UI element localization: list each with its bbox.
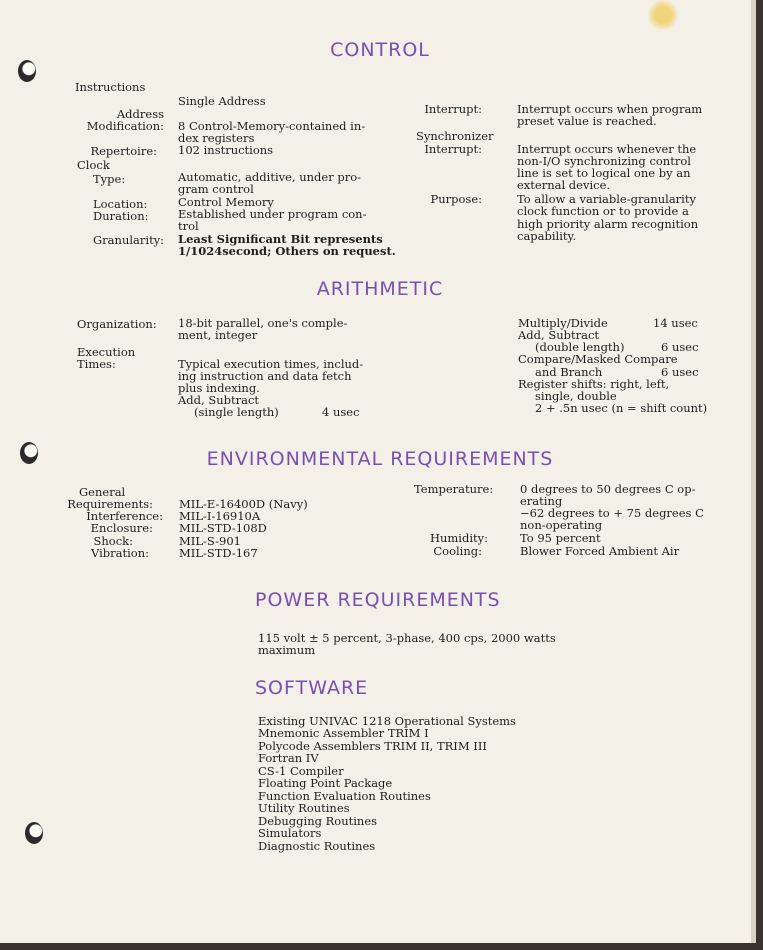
clock-label: Clock: [77, 158, 110, 172]
binder-hole-top: [18, 60, 36, 82]
modification-value-1: 8 Control-Memory-contained in-: [178, 119, 366, 133]
sync-value-2: non-I/O synchronizing control: [517, 154, 691, 168]
single-address-text: Single Address: [178, 94, 266, 108]
software-item: CS-1 Compiler: [258, 764, 344, 778]
execution-label: Execution: [77, 345, 136, 359]
software-item: Floating Point Package: [258, 776, 393, 790]
and-branch-time: 6 usec: [661, 365, 699, 379]
times-value-1: Typical execution times, includ-: [178, 357, 364, 371]
multiply-divide-time: 14 usec: [653, 316, 698, 330]
purpose-value-2: clock function or to provide a: [517, 204, 689, 218]
times-value-3: plus indexing.: [178, 381, 260, 395]
software-item: Existing UNIVAC 1218 Operational Systems: [258, 714, 516, 728]
software-item: Polycode Assemblers TRIM II, TRIM III: [258, 739, 487, 753]
temperature-value-1: 0 degrees to 50 degrees C op-: [520, 482, 696, 496]
instructions-label: Instructions: [75, 80, 146, 94]
modification-label: Modification:: [86, 119, 164, 133]
and-branch-label: and Branch: [535, 365, 603, 379]
temperature-value-3: −62 degrees to + 75 degrees C: [520, 506, 704, 520]
purpose-value-4: capability.: [517, 229, 577, 243]
vibration-label: Vibration:: [91, 546, 149, 560]
location-label: Location:: [93, 197, 148, 211]
interrupt-value-1: Interrupt occurs when program: [517, 102, 703, 116]
temperature-value-2: erating: [520, 494, 563, 508]
interference-value: MIL-I-16910A: [179, 509, 261, 523]
type-value-1: Automatic, additive, under pro-: [178, 170, 362, 184]
purpose-value-1: To allow a variable-granularity: [517, 192, 696, 206]
arithmetic-heading: ARITHMETIC: [316, 278, 444, 300]
purpose-label: Purpose:: [430, 192, 482, 206]
repertoire-label: Repertoire:: [90, 144, 157, 158]
humidity-value: To 95 percent: [520, 531, 601, 545]
add-subtract-label: Add, Subtract: [178, 393, 260, 407]
double-length-label: (double length): [535, 340, 625, 354]
organization-value-1: 18-bit parallel, one's comple-: [178, 316, 348, 330]
sync-value-3: line is set to logical one by an: [517, 166, 691, 180]
compare-masked-label: Compare/Masked Compare: [518, 352, 678, 366]
granularity-value-1: Least Significant Bit represents: [178, 232, 383, 246]
power-line-2: maximum: [258, 643, 316, 657]
double-length-time: 6 usec: [661, 340, 699, 354]
paper-stain: [648, 0, 678, 30]
granularity-value-2: 1/1024second; Others on request.: [178, 244, 396, 258]
enclosure-label: Enclosure:: [90, 521, 153, 535]
times-value-2: ing instruction and data fetch: [178, 369, 352, 383]
granularity-label: Granularity:: [93, 233, 165, 247]
address-label: Address: [116, 107, 164, 121]
shock-label: Shock:: [93, 534, 133, 548]
power-heading: POWER REQUIREMENTS: [255, 589, 501, 611]
control-heading: CONTROL: [330, 39, 430, 61]
single-length-time: 4 usec: [322, 405, 360, 419]
environmental-heading: ENVIRONMENTAL REQUIREMENTS: [206, 448, 554, 470]
repertoire-value: 102 instructions: [178, 143, 274, 157]
enclosure-value: MIL-STD-108D: [179, 521, 267, 535]
type-value-2: gram control: [178, 182, 254, 196]
interference-label: Interference:: [86, 509, 163, 523]
sync-value-4: external device.: [517, 178, 611, 192]
location-value: Control Memory: [178, 195, 274, 209]
general-label: General: [79, 485, 126, 499]
sync-value-1: Interrupt occurs whenever the: [517, 142, 697, 156]
temperature-label: Temperature:: [414, 482, 494, 496]
software-item: Simulators: [258, 826, 322, 840]
humidity-label: Humidity:: [429, 531, 488, 545]
cooling-value: Blower Forced Ambient Air: [520, 544, 680, 558]
purpose-value-3: high priority alarm recognition: [517, 217, 699, 231]
sync-interrupt-label: Interrupt:: [424, 142, 482, 156]
multiply-divide-label: Multiply/Divide: [518, 316, 608, 330]
single-double-label: single, double: [535, 389, 617, 403]
duration-value-2: trol: [178, 219, 199, 233]
software-item: Diagnostic Routines: [258, 839, 376, 853]
vibration-value: MIL-STD-167: [179, 546, 258, 560]
duration-value-1: Established under program con-: [178, 207, 367, 221]
register-shifts-label: Register shifts: right, left,: [518, 377, 670, 391]
binder-hole-bottom: [25, 822, 43, 844]
software-item: Debugging Routines: [258, 814, 378, 828]
duration-label: Duration:: [93, 209, 149, 223]
shock-value: MIL-S-901: [179, 534, 241, 548]
software-item: Fortran IV: [258, 751, 319, 765]
interrupt-value-2: preset value is reached.: [517, 114, 657, 128]
power-line-1: 115 volt ± 5 percent, 3-phase, 400 cps, 2000 watts: [258, 631, 556, 645]
software-item: Utility Routines: [258, 801, 350, 815]
temperature-value-4: non-operating: [520, 518, 603, 532]
requirements-value: MIL-E-16400D (Navy): [179, 497, 308, 511]
single-length-label: (single length): [194, 405, 279, 419]
page-edge: [751, 0, 756, 943]
software-item: Function Evaluation Routines: [258, 789, 431, 803]
organization-value-2: ment, integer: [178, 328, 258, 342]
shift-formula: 2 + .5n usec (n = shift count): [535, 401, 708, 415]
requirements-label: Requirements:: [67, 497, 153, 511]
interrupt-label: Interrupt:: [424, 102, 482, 116]
modification-value-2: dex registers: [178, 131, 255, 145]
software-item: Mnemonic Assembler TRIM I: [258, 726, 429, 740]
organization-label: Organization:: [77, 317, 157, 331]
add-subtract-2-label: Add, Subtract: [518, 328, 600, 342]
software-heading: SOFTWARE: [255, 677, 369, 699]
cooling-label: Cooling:: [433, 544, 482, 558]
times-label: Times:: [77, 357, 116, 371]
type-label: Type:: [93, 172, 126, 186]
synchronizer-label: Synchronizer: [416, 129, 494, 143]
